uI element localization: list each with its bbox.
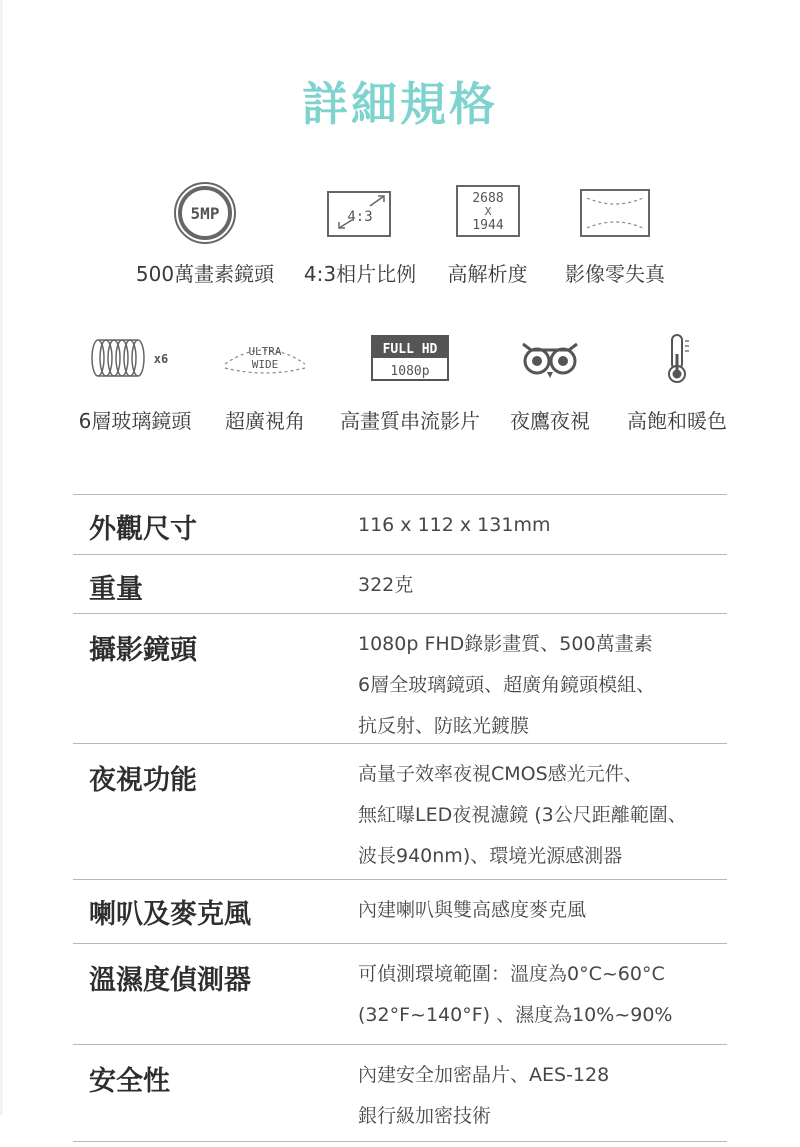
aspect-ratio-text: 4:3	[347, 209, 373, 225]
spec-value-line: 銀行級加密技術	[358, 1105, 492, 1127]
feature-label: 超廣視角	[225, 409, 305, 433]
feature-label: 500萬畫素鏡頭	[135, 262, 275, 286]
spec-value-line: 1080p FHD錄影畫質、500萬畫素	[358, 633, 653, 655]
spec-row-weight	[73, 554, 727, 613]
spec-value-line: (32°F~140°F) 、濕度為10%~90%	[358, 1004, 673, 1026]
full-hd-icon	[370, 334, 450, 382]
feature-label: 6層玻璃鏡頭	[78, 409, 192, 433]
spec-name: 安全性	[89, 1066, 170, 1097]
spec-value-line: 6層全玻璃鏡頭、超廣角鏡頭模組、	[358, 674, 656, 696]
owl-night-vision-icon	[517, 334, 583, 382]
spec-value	[358, 1055, 609, 1137]
feature-5mp	[130, 180, 280, 290]
5mp-lens-icon	[172, 180, 238, 246]
spec-value-line: 抗反射、防眩光鍍膜	[358, 715, 530, 737]
spec-value-line: 可偵測環境範圍：溫度為0°C~60°C	[358, 963, 665, 985]
page-title: 詳細規格	[302, 77, 498, 131]
spec-row-dimensions	[73, 494, 727, 554]
spec-value	[358, 565, 413, 606]
spec-row-security	[73, 1044, 727, 1142]
spec-value	[358, 754, 687, 877]
glass-lens-layers-icon	[89, 334, 181, 382]
spec-row-night-vision	[73, 743, 727, 879]
spec-row-lens	[73, 613, 727, 743]
aspect-ratio-icon	[326, 186, 394, 242]
feature-row-1	[0, 180, 800, 290]
spec-value-line: 無紅曝LED夜視濾鏡 (3公尺距離範圍、	[358, 804, 687, 826]
spec-row-speaker-mic	[73, 879, 727, 943]
spec-row-temp-humidity	[73, 943, 727, 1044]
spec-value-line: 波長940nm)、環境光源感測器	[358, 845, 623, 867]
feature-label: 高解析度	[447, 262, 528, 286]
feature-resolution	[430, 180, 545, 290]
feature-warm-color	[612, 334, 742, 434]
left-edge-bar	[0, 0, 3, 1115]
no-distortion-icon	[579, 186, 651, 242]
resolution-width-text: 2688	[471, 191, 504, 206]
spec-value	[358, 890, 586, 931]
spec-value	[358, 505, 550, 546]
ultra-text: ULTRA	[248, 345, 282, 358]
feature-aspect-ratio	[290, 180, 430, 290]
feature-glass-layers	[70, 334, 200, 434]
glass-layers-count-text: x6	[153, 352, 169, 366]
spec-name: 重量	[89, 574, 143, 605]
resolution-icon	[455, 184, 521, 240]
resolution-height-text: 1944	[471, 218, 504, 233]
spec-name: 攝影鏡頭	[89, 635, 197, 666]
spec-name: 溫濕度偵測器	[89, 965, 251, 996]
spec-value-line: 116 x 112 x 131mm	[358, 514, 551, 536]
thermometer-icon	[660, 332, 694, 384]
spec-name: 外觀尺寸	[89, 514, 197, 545]
feature-label: 影像零失真	[565, 262, 665, 286]
ultra-wide-icon	[215, 334, 315, 382]
resolution-x-text: X	[484, 205, 491, 218]
wide-text: WIDE	[251, 358, 279, 371]
spec-value	[358, 624, 655, 747]
feature-label: 高畫質串流影片	[340, 409, 480, 433]
feature-row-2	[0, 334, 800, 434]
spec-value-line: 內建喇叭與雙高感度麥克風	[358, 899, 587, 921]
feature-ultra-wide	[210, 334, 320, 434]
feature-label: 高飽和暖色	[627, 409, 727, 433]
feature-no-distortion	[545, 180, 685, 290]
spec-value-line: 內建安全加密晶片、AES-128	[358, 1064, 610, 1086]
feature-label: 4:3相片比例	[303, 262, 417, 286]
1080p-text: 1080p	[390, 364, 430, 379]
feature-label: 夜鷹夜視	[510, 409, 590, 433]
spec-value-line: 高量子效率夜視CMOS感光元件、	[358, 763, 643, 785]
feature-full-hd	[330, 334, 490, 434]
spec-value-line: 322克	[358, 574, 414, 596]
spec-name: 喇叭及麥克風	[89, 899, 251, 930]
spec-name: 夜視功能	[89, 765, 197, 796]
full-hd-text: FULL HD	[382, 342, 438, 357]
spec-value	[358, 954, 672, 1036]
spec-table	[73, 494, 727, 1142]
5mp-lens-text: 5MP	[190, 204, 220, 223]
feature-night-vision	[500, 334, 600, 434]
